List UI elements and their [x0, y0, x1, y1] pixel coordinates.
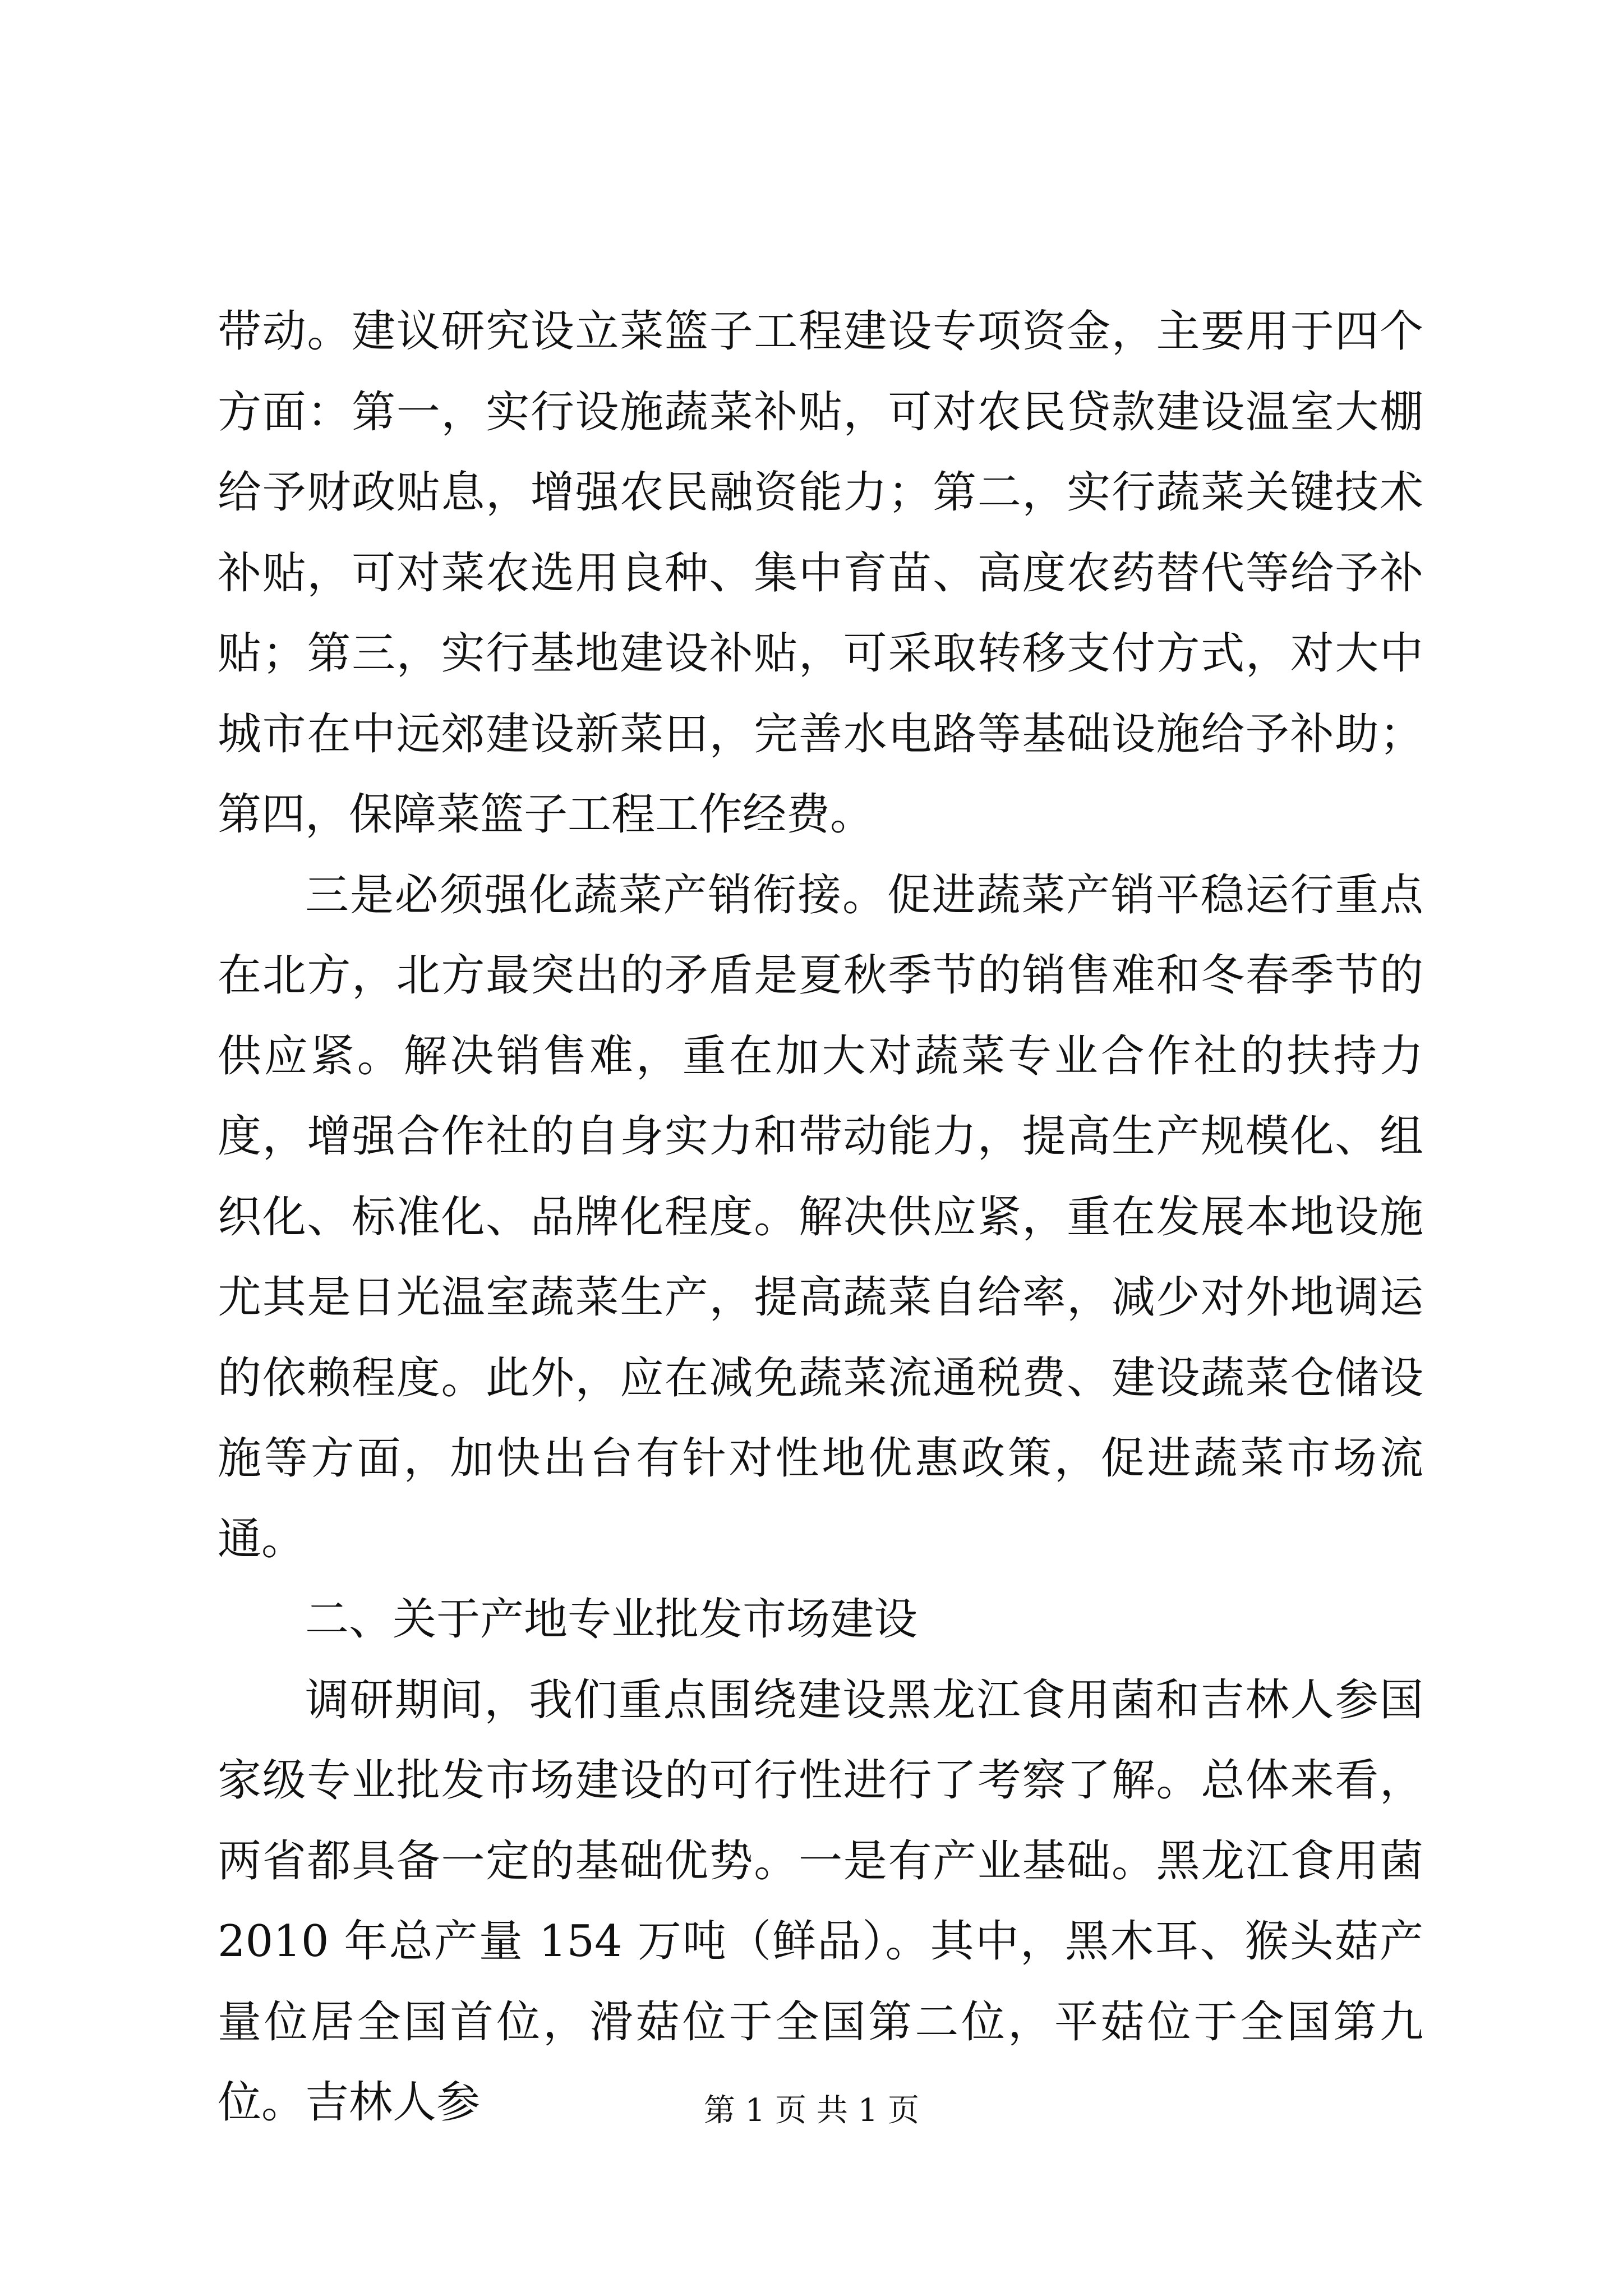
paragraph-2: 三是必须强化蔬菜产销衔接。促进蔬菜产销平稳运行重点在北方，北方最突出的矛盾是夏秋季节的销售难和冬春季节的供应紧。解决销售难，重在加大对蔬菜专业合作社的扶持力度，增强合作社的自身实力和带动能力，提高生产规模化、组织化、标准化、品牌化程度。解决供应紧，重在发展本地设施尤其是日光温室蔬菜生产，提高蔬菜自给率，减少对外地调运的依赖程度。此外，应在减免蔬菜流通税费、建设蔬菜仓储设施等方面，加快出台有针对性地优惠政策，促进蔬菜市场流通。 [218, 869, 1423, 1565]
section-heading: 二、关于产地专业批发市场建设 [305, 1594, 918, 1645]
paragraph-3: 调研期间，我们重点围绕建设黑龙江食用菌和吉林人参国家级专业批发市场建设的可行性进行了考察了解。总体来看，两省都具备一定的基础优势。一是有产业基础。黑龙江食用菌 2010 年总产量 154 万吨（鲜品）。其中，黑木耳、猴头菇产量位居全国首位，滑菇位于全国第二位，平菇位于全国第九位。吉林人参 [218, 1674, 1423, 2128]
paragraph-1: 带动。建议研究设立菜篮子工程建设专项资金，主要用于四个方面：第一，实行设施蔬菜补贴，可对农民贷款建设温室大棚给予财政贴息，增强农民融资能力；第二，实行蔬菜关键技术补贴，可对菜农选用良种、集中育苗、高度农药替代等给予补贴；第三，实行基地建设补贴，可采取转移支付方式，对大中城市在中远郊建设新菜田，完善水电路等基础设施给予补助；第四，保障菜篮子工程工作经费。 [218, 306, 1423, 840]
document-body [218, 292, 1423, 2143]
page-footer: 第 1 页 共 1 页 [703, 2092, 920, 2129]
